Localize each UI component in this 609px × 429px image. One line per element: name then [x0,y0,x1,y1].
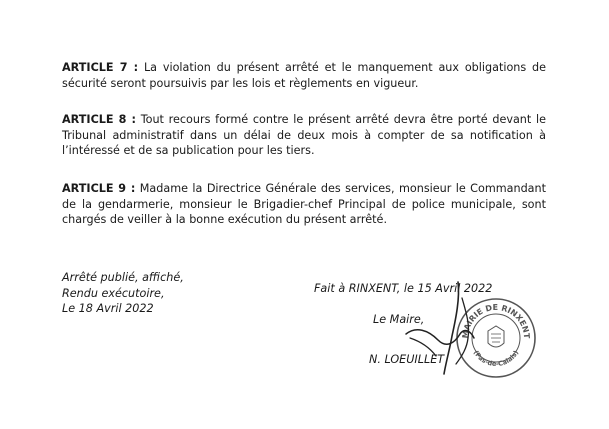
stamp-top-text: MAIRIE DE RINXENT [460,302,532,339]
article-9 [62,181,546,228]
article-7 [62,60,546,91]
stamp-bottom-text: (Pas-de-Calais) [471,349,521,369]
article-9-text: Madame la Directrice Générale des services, monsieur le Commandant de la gendarmerie, monsieur le Brigadier-chef Principal de police municipale, sont chargés de veiller à la bonne exécution du présent arrêté. [62,182,547,226]
mayor-name: N. LOEUILLET [369,353,445,366]
publication-notice [62,270,184,317]
article-8-label: ARTICLE 8 : [62,113,136,126]
mayor-title: Le Maire, [373,313,425,326]
article-7-text: La violation du présent arrêté et le manquement aux obligations de sécurité seront poursuivis par les lois et règlements en vigueur. [62,61,547,90]
publication-line-3: Le 18 Avril 2022 [62,302,154,315]
article-7-label: ARTICLE 7 : [62,61,139,74]
handwritten-signature [400,278,490,378]
article-8 [62,112,546,159]
publication-line-1: Arrêté publié, affiché, [62,271,184,284]
publication-line-2: Rendu exécutoire, [62,286,165,300]
signature-place-date: Fait à RINXENT, le 15 Avril 2022 [314,282,493,295]
article-8-text: Tout recours formé contre le présent arrêté devra être porté devant le Tribunal administratif dans un délai de deux mois à compter de sa notification à l’intéressé et de sa publication pour les tiers. [62,113,547,157]
article-9-label: ARTICLE 9 : [62,182,136,195]
